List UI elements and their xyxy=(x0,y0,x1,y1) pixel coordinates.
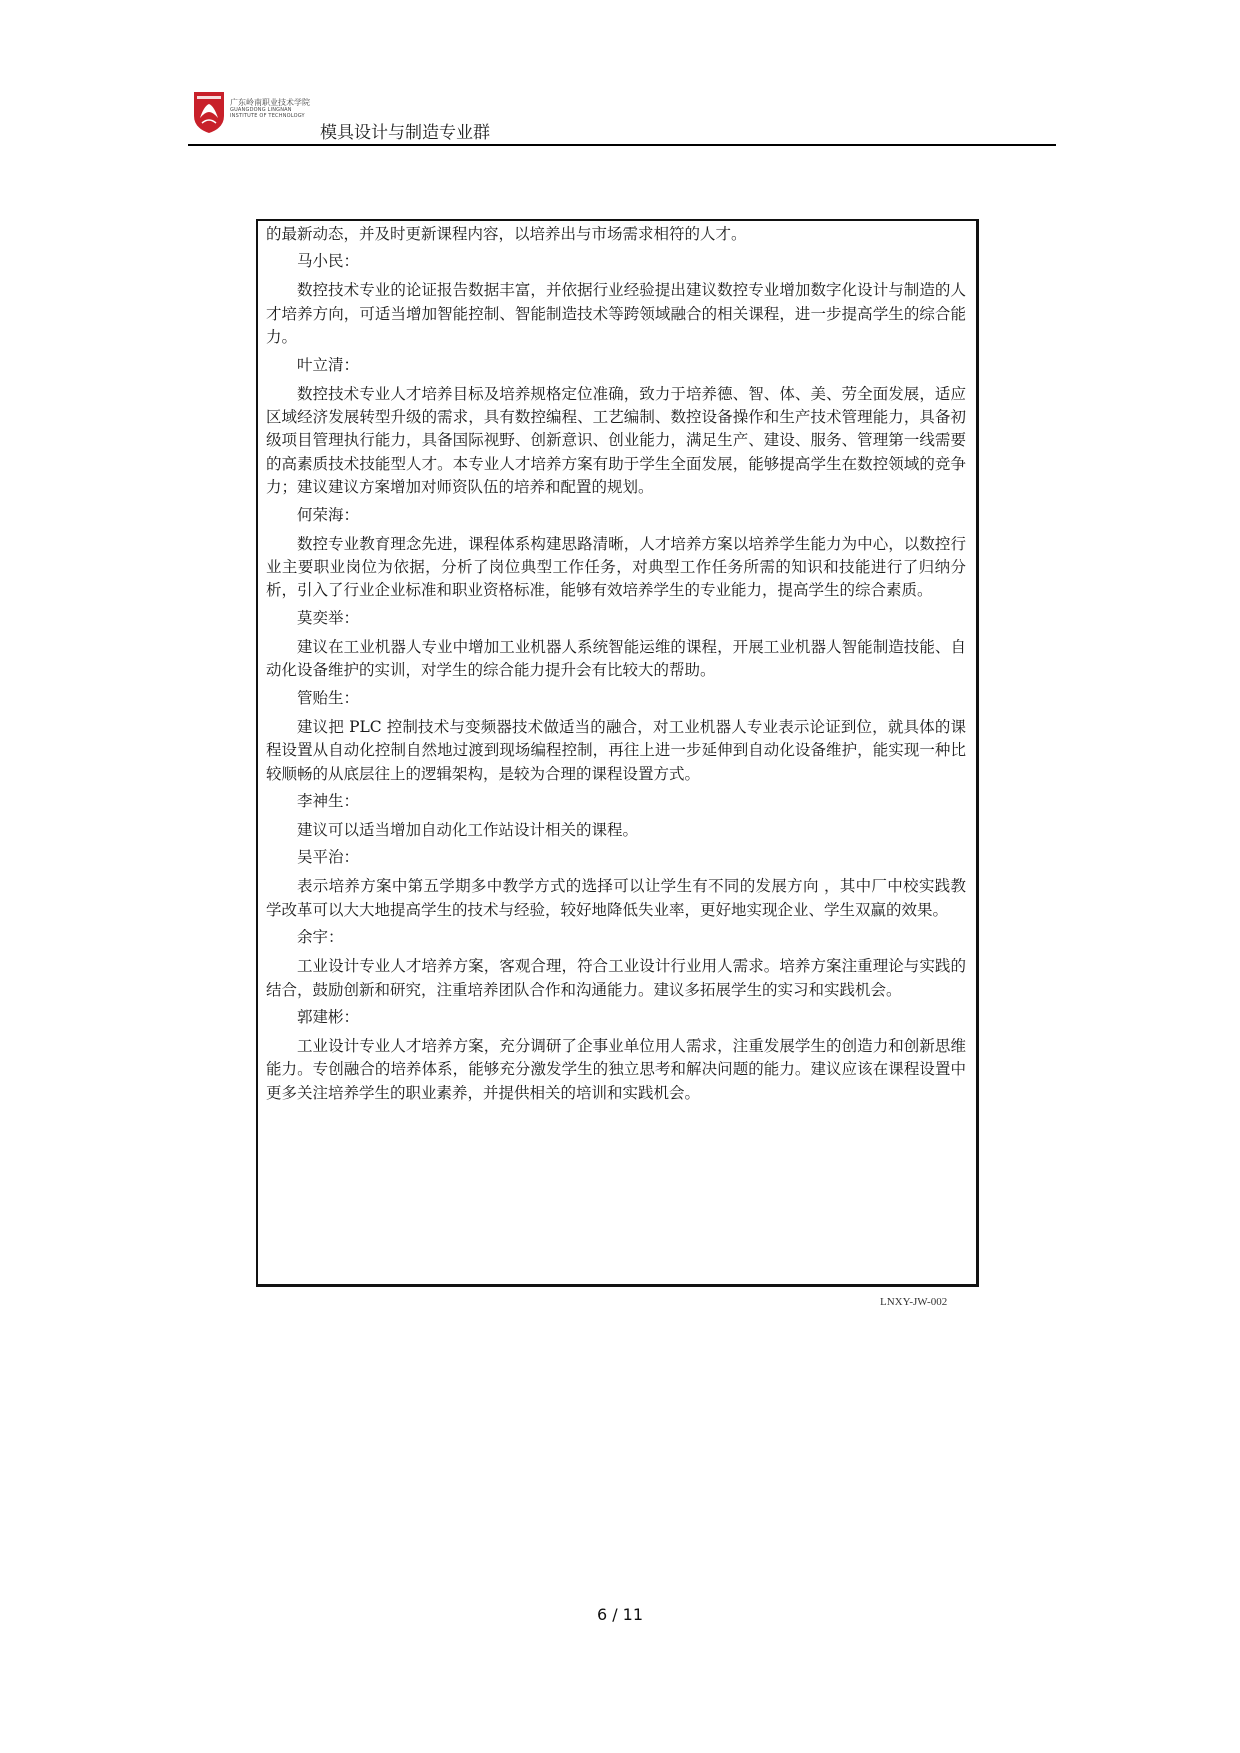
comment-entry xyxy=(266,504,966,603)
reviewer-name: 余宇： xyxy=(297,928,344,947)
reviewer-comment: 数控技术专业人才培养目标及培养规格定位准确，致力于培养德、智、体、美、劳全面发展，适应区域经济发展转型升级的需求，具有数控编程、工艺编制、数控设备操作和生产技术管理能力，具备初级项目管理执行能力，具备国际视野、创新意识、创业能力，满足生产、建设、服务、管理第一线需要的高素质技术技能型人才。本专业人才培养方案有助于学生全面发展，能够提高学生在数控领域的竞争力；建议建议方案增加对师资队伍的培养和配置的规划。 xyxy=(266,384,966,497)
reviewer-name: 叶立清： xyxy=(297,355,360,374)
reviewer-name: 管贻生： xyxy=(297,688,360,707)
page-header xyxy=(188,88,1056,146)
school-names xyxy=(230,98,310,119)
reviewer-comment: 工业设计专业人才培养方案，客观合理，符合工业设计行业用人需求。培养方案注重理论与实践的结合，鼓励创新和研究，注重培养团队合作和沟通能力。建议多拓展学生的实习和实践机会。 xyxy=(266,957,966,999)
reviewer-comment: 数控专业教育理念先进，课程体系构建思路清晰，人才培养方案以培养学生能力为中心，以数控行业主要职业岗位为依据，分析了岗位典型工作任务，对典型工作任务所需的知识和技能进行了归纳分析，引入了行业企业标准和职业资格标准，能够有效培养学生的专业能力，提高学生的综合素质。 xyxy=(266,534,966,600)
reviewer-name: 何荣海： xyxy=(297,505,360,524)
school-name-en-line2: INSTITUTE OF TECHNOLOGY xyxy=(230,113,305,119)
school-name-cn: 广东岭南职业技术学院 xyxy=(230,98,310,107)
comment-box xyxy=(256,219,979,1287)
comment-entry xyxy=(266,250,966,349)
page-number: 6 / 11 xyxy=(596,1605,644,1624)
header-title: 模具设计与制造专业群 xyxy=(320,123,490,143)
reviewer-name: 郭建彬： xyxy=(297,1007,360,1026)
comment-entry xyxy=(266,354,966,500)
reviewer-comment: 表示培养方案中第五学期多中教学方式的选择可以让学生有不同的发展方向 ，其中厂中校实践教学改革可以大大地提高学生的技术与经验，较好地降低失业率，更好地实现企业、学生双赢的效果。 xyxy=(266,877,966,919)
comment-entry xyxy=(266,1006,966,1105)
comment-entry xyxy=(266,607,966,683)
reviewer-comment: 建议在工业机器人专业中增加工业机器人系统智能运维的课程，开展工业机器人智能制造技能、自动化设备维护的实训，对学生的综合能力提升会有比较大的帮助。 xyxy=(266,637,966,680)
reviewer-comment: 建议把 PLC 控制技术与变频器技术做适当的融合，对工业机器人专业表示论证到位，就具体的课程设置从自动化控制自然地过渡到现场编程控制，再往上进一步延伸到自动化设备维护，能实现一种比较顺畅的从底层往上的逻辑架构，是较为合理的课程设置方式。 xyxy=(266,717,966,783)
reviewer-comment: 建议可以适当增加自动化工作站设计相关的课程。 xyxy=(297,820,639,839)
reviewer-comment: 工业设计专业人才培养方案，充分调研了企事业单位用人需求，注重发展学生的创造力和创新思维能力。专创融合的培养体系，能够充分激发学生的独立思考和解决问题的能力。建议应该在课程设置中更多关注培养学生的职业素养，并提供相关的培训和实践机会。 xyxy=(266,1036,966,1102)
comment-entry xyxy=(266,790,966,842)
comment-entry xyxy=(266,926,966,1002)
school-logo-icon xyxy=(192,90,226,134)
document-code: LNXY-JW-002 xyxy=(880,1296,948,1308)
continued-line: 的最新动态，并及时更新课程内容，以培养出与市场需求相符的人才。 xyxy=(266,225,747,243)
reviewer-name: 李神生： xyxy=(297,791,360,810)
reviewer-name: 马小民： xyxy=(297,252,360,271)
reviewer-name: 吴平治： xyxy=(297,848,360,867)
reviewer-name: 莫奕举： xyxy=(297,608,360,627)
school-name-en-line1: GUANGDONG LINGNAN xyxy=(230,107,292,113)
comment-entry xyxy=(266,846,966,922)
comment-entry xyxy=(266,687,966,786)
reviewer-comment: 数控技术专业的论证报告数据丰富，并依据行业经验提出建议数控专业增加数字化设计与制造的人才培养方向，可适当增加智能控制、智能制造技术等跨领域融合的相关课程，进一步提高学生的综合能力。 xyxy=(266,281,966,347)
